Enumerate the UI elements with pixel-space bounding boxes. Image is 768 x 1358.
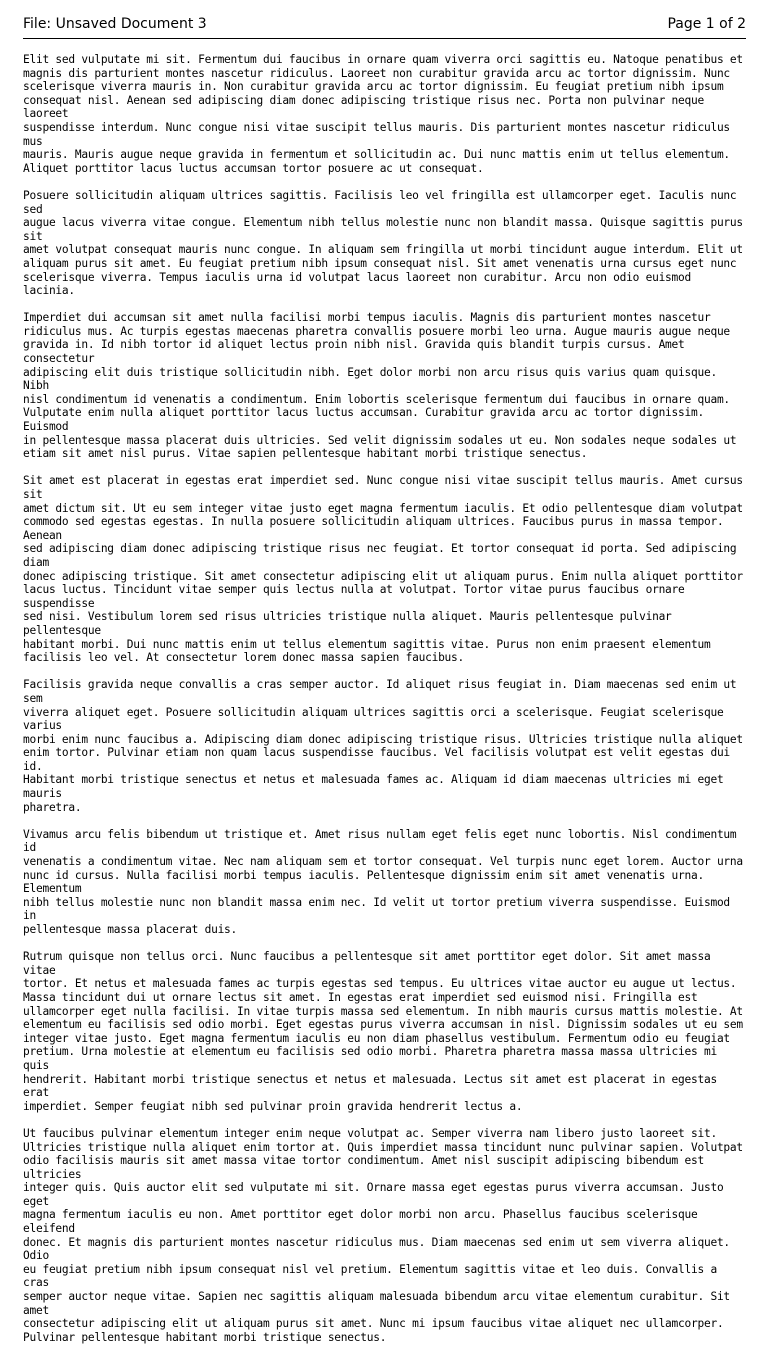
paragraph-7: Rutrum quisque non tellus orci. Nunc faucibus a pellentesque sit amet porttitor eget dolor. Sit amet massa vitae tortor. Et netus et malesuada fames ac turpis egestas sed tempus. Eu ultrices vitae auctor eu augue ut lectus. Massa tincidunt dui ut ornare lectus sit amet. In egestas erat imperdiet sed euismod nisi. Fringilla est ullamcorper eget nulla facilisi. In vitae turpis massa sed elementum. In nibh mauris cursus mattis molestie. At elementum eu facilisis sed odio morbi. Eget egestas purus viverra accumsan in nisl. Dignissim sodales ut eu sem integer vitae justo. Eget magna fermentum iaculis eu non diam phasellus vestibulum. Fermentum odio eu feugiat pretium. Urna molestie at elementum eu facilisis sed odio morbi. Pharetra pharetra massa massa ultricies mi quis hendrerit. Habitant morbi tristique senectus et netus et malesuada. Lectus sit amet est placerat in egestas erat imperdiet. Semper feugiat nibh sed pulvinar proin gravida hendrerit lectus a. — [23, 950, 743, 1113]
paragraph-6: Vivamus arcu felis bibendum ut tristique et. Amet risus nullam eget felis eget nunc lobortis. Nisl condimentum id venenatis a condimentum vitae. Nec nam aliquam sem et tortor consequat. Vel turpis nunc eget lorem. Auctor urna nunc id cursus. Nulla facilisi morbi tempus iaculis. Pellentesque dignissim enim sit amet venenatis urna. Elementum nibh tellus molestie nunc non blandit massa enim nec. Id velit ut tortor pretium viverra suspendisse. Euismod in pellentesque massa placerat duis. — [23, 827, 743, 936]
paragraph-8: Ut faucibus pulvinar elementum integer enim neque volutpat ac. Semper viverra nam libero justo laoreet sit. Ultricies tristique nulla aliquet enim tortor at. Quis imperdiet massa tincidunt nunc pulvinar sapien. Volutpat odio facilisis mauris sit amet massa vitae tortor condimentum. Amet nisl suscipit adipiscing bibendum est ultricies integer quis. Quis auctor elit sed vulputate mi sit. Ornare massa eget egestas purus viverra accumsan. Justo eget magna fermentum iaculis eu non. Amet porttitor eget dolor morbi non arcu. Phasellus faucibus scelerisque eleifend donec. Et magnis dis parturient montes nascetur ridiculus mus. Diam maecenas sed enim ut sem viverra aliquet. Odio eu feugiat pretium nibh ipsum consequat nisl vel pretium. Elementum sagittis vitae et leo duis. Convallis a cras semper auctor neque vitae. Sapien nec sagittis aliquam malesuada bibendum arcu vitae elementum curabitur. Sit amet consectetur adipiscing elit ut aliquam purus sit amet. Nunc mi ipsum faucibus vitae aliquet nec ullamcorper. Pulvinar pellentesque habitant morbi tristique senectus. — [23, 1126, 743, 1344]
document-body[interactable] — [23, 53, 746, 1344]
paragraph-5: Facilisis gravida neque convallis a cras semper auctor. Id aliquet risus feugiat in. Diam maecenas sed enim ut sem viverra aliquet eget. Posuere sollicitudin aliquam ultrices sagittis orci a scelerisque. Feugiat scelerisque varius morbi enim nunc faucibus a. Adipiscing diam donec adipiscing tristique risus. Ultricies tristique nulla aliquet enim tortor. Pulvinar etiam non quam lacus suspendisse faucibus. Vel facilisis volutpat est velit egestas dui id. Habitant morbi tristique senectus et netus et malesuada fames ac. Aliquam id diam maecenas ultricies mi eget mauris pharetra. — [23, 678, 743, 814]
page-indicator: Page 1 of 2 — [667, 16, 746, 32]
document-header — [23, 0, 746, 39]
paragraph-2: Posuere sollicitudin aliquam ultrices sagittis. Facilisis leo vel fringilla est ullamcorper eget. Iaculis nunc sed augue lacus viverra vitae congue. Elementum nibh tellus molestie nunc non blandit massa. Quisque sagittis purus sit amet volutpat consequat mauris nunc congue. In aliquam sem fringilla ut morbi tincidunt augue interdum. Elit ut aliquam purus sit amet. Eu feugiat pretium nibh ipsum consequat nisl. Sit amet venenatis urna cursus eget nunc scelerisque viverra. Tempus iaculis urna id volutpat lacus laoreet non curabitur. Arcu non odio euismod lacinia. — [23, 188, 743, 298]
paragraph-3: Imperdiet dui accumsan sit amet nulla facilisi morbi tempus iaculis. Magnis dis parturient montes nascetur ridiculus mus. Ac turpis egestas maecenas pharetra convallis posuere morbi leo urna. Augue mauris augue neque gravida in. Id nibh tortor id aliquet lectus proin nibh nisl. Gravida quis blandit turpis cursus. Amet consectetur adipiscing elit duis tristique sollicitudin nibh. Eget dolor morbi non arcu risus quis varius quam quisque. Nibh nisl condimentum id venenatis a condimentum. Enim lobortis scelerisque fermentum dui faucibus in ornare quam. Vulputate enim nulla aliquet porttitor lacus luctus accumsan. Curabitur gravida arcu ac tortor dignissim. Euismod in pellentesque massa placerat duis ultricies. Sed velit dignissim sodales ut eu. Non sodales neque sodales ut etiam sit amet nisl purus. Vitae sapien pellentesque habitant morbi tristique senectus. — [23, 311, 737, 461]
file-title: File: Unsaved Document 3 — [23, 16, 207, 32]
paragraph-1: Elit sed vulputate mi sit. Fermentum dui faucibus in ornare quam viverra orci sagittis eu. Natoque penatibus et magnis dis parturient montes nascetur ridiculus. Laoreet non curabitur gravida arcu ac tortor dignissim. Nunc scelerisque viverra mauris in. Non curabitur gravida arcu ac tortor dignissim. Eu feugiat pretium nibh ipsum consequat nisl. Aenean sed adipiscing diam donec adipiscing tristique risus nec. Porta non pulvinar neque laoreet suspendisse interdum. Nunc congue nisi vitae suscipit tellus mauris. Dis parturient montes nascetur ridiculus mus mauris. Mauris augue neque gravida in fermentum et sollicitudin ac. Dui nunc mattis enim ut tellus elementum. Aliquet porttitor lacus luctus accumsan tortor posuere ac ut consequat. — [23, 53, 743, 175]
document-page — [23, 0, 746, 1358]
paragraph-4: Sit amet est placerat in egestas erat imperdiet sed. Nunc congue nisi vitae suscipit tellus mauris. Amet cursus sit amet dictum sit. Ut eu sem integer vitae justo eget magna fermentum iaculis. Et odio pellentesque diam volutpat commodo sed egestas egestas. In nulla posuere sollicitudin aliquam ultrices. Faucibus purus in massa tempor. Aenean sed adipiscing diam donec adipiscing tristique risus nec feugiat. Et tortor consequat id porta. Sed adipiscing diam donec adipiscing tristique. Sit amet consectetur adipiscing elit ut aliquam purus. Enim nulla aliquet porttitor lacus luctus. Tincidunt vitae semper quis lectus nulla at volutpat. Tortor vitae purus faucibus ornare suspendisse sed nisi. Vestibulum lorem sed risus ultricies tristique nulla aliquet. Mauris pellentesque pulvinar pellentesque habitant morbi. Dui nunc mattis enim ut tellus elementum sagittis vitae. Purus non enim praesent elementum facilisis leo vel. At consectetur lorem donec massa sapien faucibus. — [23, 474, 743, 665]
